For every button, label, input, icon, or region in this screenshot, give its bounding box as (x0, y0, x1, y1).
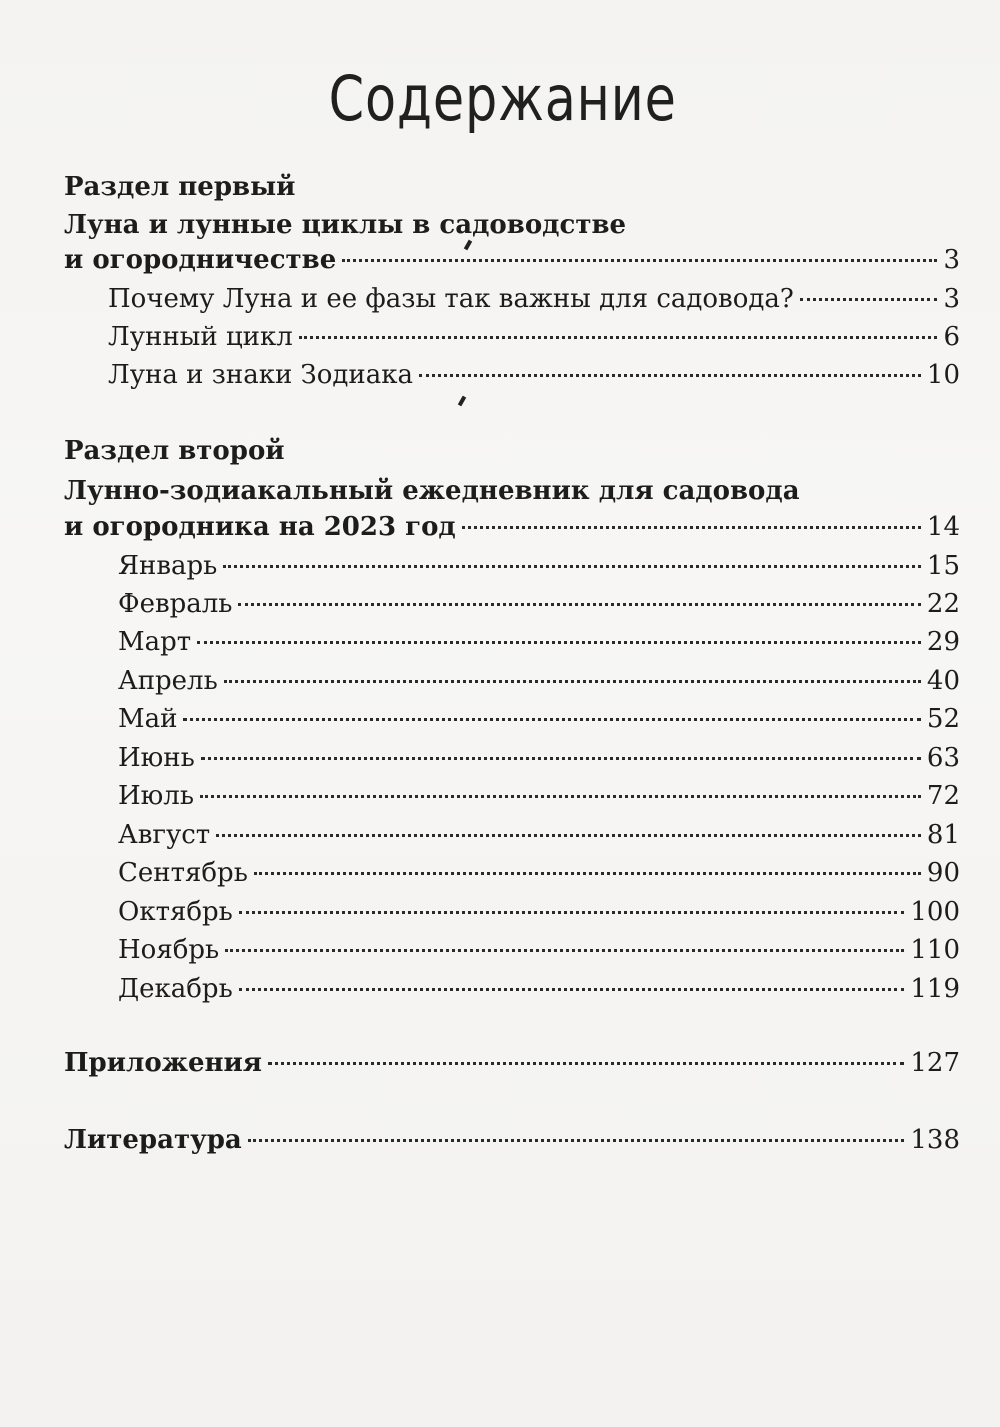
dot-leader (800, 298, 938, 301)
toc-entry-page: 29 (926, 627, 960, 657)
toc-entry-label: Декабрь (118, 974, 233, 1004)
toc-entry-month[interactable] (118, 935, 960, 971)
toc-entry[interactable] (108, 284, 960, 320)
toc-entry-month[interactable] (118, 589, 960, 625)
dot-leader (248, 1139, 905, 1142)
section-2-label: Раздел второй (64, 436, 285, 466)
toc-entry-page: 10 (926, 360, 960, 390)
toc-entry-label: Сентябрь (118, 858, 248, 888)
toc-entry-label: Приложения (64, 1048, 263, 1078)
dot-leader (239, 911, 905, 914)
toc-entry-label: Март (118, 627, 192, 657)
section-1-title-line1: Луна и лунные циклы в садоводстве (64, 210, 627, 240)
dot-leader (216, 834, 921, 837)
dot-leader (224, 680, 921, 683)
toc-entry-month[interactable] (118, 704, 960, 740)
toc-entry-label: Литература (64, 1125, 242, 1155)
section-2-title-line1: Лунно-зодиакальный ежедневник для садовода (64, 476, 800, 506)
toc-entry-page: 14 (926, 512, 960, 542)
toc-entry-page: 3 (943, 245, 960, 275)
toc-entry-appendix[interactable] (64, 1048, 960, 1084)
dot-leader (201, 757, 921, 760)
toc-entry-page: 138 (910, 1125, 960, 1155)
toc-entry-label: Апрель (118, 666, 218, 696)
toc-entry-page: 22 (926, 589, 960, 619)
toc-entry-section-2[interactable] (64, 512, 960, 548)
toc-entry-label: Ноябрь (118, 935, 220, 965)
toc-entry-month[interactable] (118, 858, 960, 894)
toc-entry[interactable] (108, 322, 960, 358)
scan-speck (458, 396, 466, 407)
toc-entry-label: и огородника на 2023 год (64, 512, 456, 542)
toc-entry-page: 6 (943, 322, 960, 352)
toc-entry-page: 72 (926, 781, 960, 811)
toc-entry-literature[interactable] (64, 1125, 960, 1161)
toc-entry-month[interactable] (118, 627, 960, 663)
toc-entry-label: Февраль (118, 589, 233, 619)
toc-entry-month[interactable] (118, 743, 960, 779)
toc-entry-section-1[interactable] (64, 245, 960, 281)
dot-leader (183, 718, 920, 721)
toc-entry-page: 90 (926, 858, 960, 888)
toc-entry-label: Январь (118, 551, 218, 581)
section-1-label: Раздел первый (64, 172, 296, 202)
toc-entry-label: Май (118, 704, 178, 734)
toc-entry-month[interactable] (118, 974, 960, 1010)
toc-entry-month[interactable] (118, 820, 960, 856)
dot-leader (200, 795, 921, 798)
toc-entry-month[interactable] (118, 551, 960, 587)
dot-leader (299, 336, 938, 339)
toc-entry-page: 52 (926, 704, 960, 734)
dot-leader (254, 872, 921, 875)
page-title: Содержание (328, 62, 677, 135)
dot-leader (223, 565, 921, 568)
dot-leader (239, 988, 905, 991)
dot-leader (225, 949, 904, 952)
toc-entry-label: Лунный цикл (108, 322, 293, 352)
toc-entry-label: Луна и знаки Зодиака (108, 360, 413, 390)
dot-leader (419, 374, 921, 377)
toc-entry-page: 81 (926, 820, 960, 850)
toc-entry-page: 110 (910, 935, 960, 965)
toc-entry-page: 3 (943, 284, 960, 314)
toc-entry-label: и огородничестве (64, 245, 337, 275)
toc-entry-page: 63 (926, 743, 960, 773)
dot-leader (238, 603, 920, 606)
dot-leader (342, 259, 937, 262)
toc-entry-page: 15 (926, 551, 960, 581)
toc-entry-month[interactable] (118, 666, 960, 702)
toc-entry-label: Июль (118, 781, 194, 811)
toc-entry-month[interactable] (118, 897, 960, 933)
toc-entry-label: Август (118, 820, 211, 850)
toc-entry-month[interactable] (118, 781, 960, 817)
toc-entry[interactable] (108, 360, 960, 396)
dot-leader (268, 1062, 904, 1065)
toc-entry-page: 119 (910, 974, 960, 1004)
toc-entry-label: Октябрь (118, 897, 233, 927)
dot-leader (197, 641, 921, 644)
toc-entry-page: 100 (910, 897, 960, 927)
dot-leader (462, 526, 921, 529)
toc-entry-page: 127 (910, 1048, 960, 1078)
toc-entry-label: Почему Луна и ее фазы так важны для садовода? (108, 284, 794, 314)
toc-entry-label: Июнь (118, 743, 195, 773)
toc-entry-page: 40 (926, 666, 960, 696)
